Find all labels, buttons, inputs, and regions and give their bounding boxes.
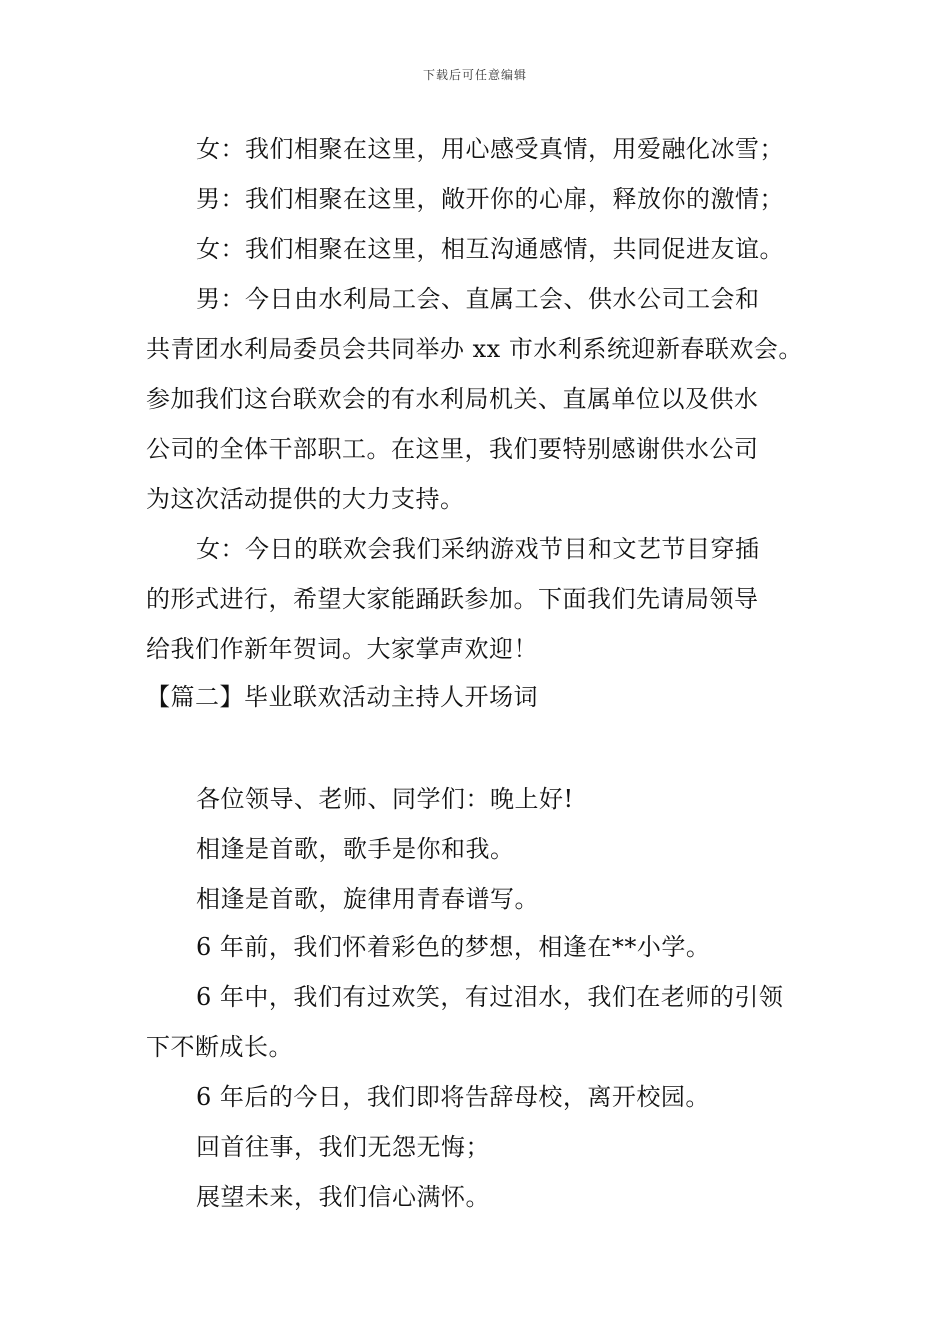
paragraph-line: 男：今日由水利局工会、直属工会、供水公司工会和 <box>196 285 760 313</box>
paragraph-line: 展望未来，我们信心满怀。 <box>196 1183 490 1211</box>
paragraph-line: 6 年后的今日，我们即将告辞母校，离开校园。 <box>196 1083 710 1111</box>
paragraph-line: 回首往事，我们无怨无悔； <box>196 1133 490 1161</box>
paragraph-line: 6 年中，我们有过欢笑，有过泪水，我们在老师的引领 <box>196 983 784 1011</box>
paragraph-line: 为这次活动提供的大力支持。 <box>146 485 465 513</box>
paragraph-line: 女：我们相聚在这里，相互沟通感情，共同促进友谊。 <box>196 235 784 263</box>
paragraph-line: 相逢是首歌，歌手是你和我。 <box>196 835 515 863</box>
paragraph-line: 男：我们相聚在这里，敞开你的心扉，释放你的激情； <box>196 185 784 213</box>
paragraph-line: 各位领导、老师、同学们：晚上好! <box>196 785 574 813</box>
paragraph-line: 参加我们这台联欢会的有水利局机关、直属单位以及供水 <box>146 385 759 413</box>
section-heading: 【篇二】毕业联欢活动主持人开场词 <box>146 683 538 711</box>
paragraph-line: 公司的全体干部职工。在这里，我们要特别感谢供水公司 <box>146 435 759 463</box>
paragraph-line: 给我们作新年贺词。大家掌声欢迎！ <box>146 635 538 663</box>
paragraph-line: 共青团水利局委员会共同举办 xx 市水利系统迎新春联欢会。 <box>146 335 803 363</box>
paragraph-line: 下不断成长。 <box>146 1033 293 1061</box>
paragraph-line: 女：我们相聚在这里，用心感受真情，用爱融化冰雪； <box>196 135 784 163</box>
page-header: 下载后可任意编辑 <box>422 68 527 82</box>
paragraph-line: 女：今日的联欢会我们采纳游戏节目和文艺节目穿插 <box>196 535 760 563</box>
paragraph-line: 相逢是首歌，旋律用青春谱写。 <box>196 885 539 913</box>
paragraph-line: 的形式进行，希望大家能踊跃参加。下面我们先请局领导 <box>146 585 759 613</box>
paragraph-line: 6 年前，我们怀着彩色的梦想，相逢在**小学。 <box>196 933 711 961</box>
